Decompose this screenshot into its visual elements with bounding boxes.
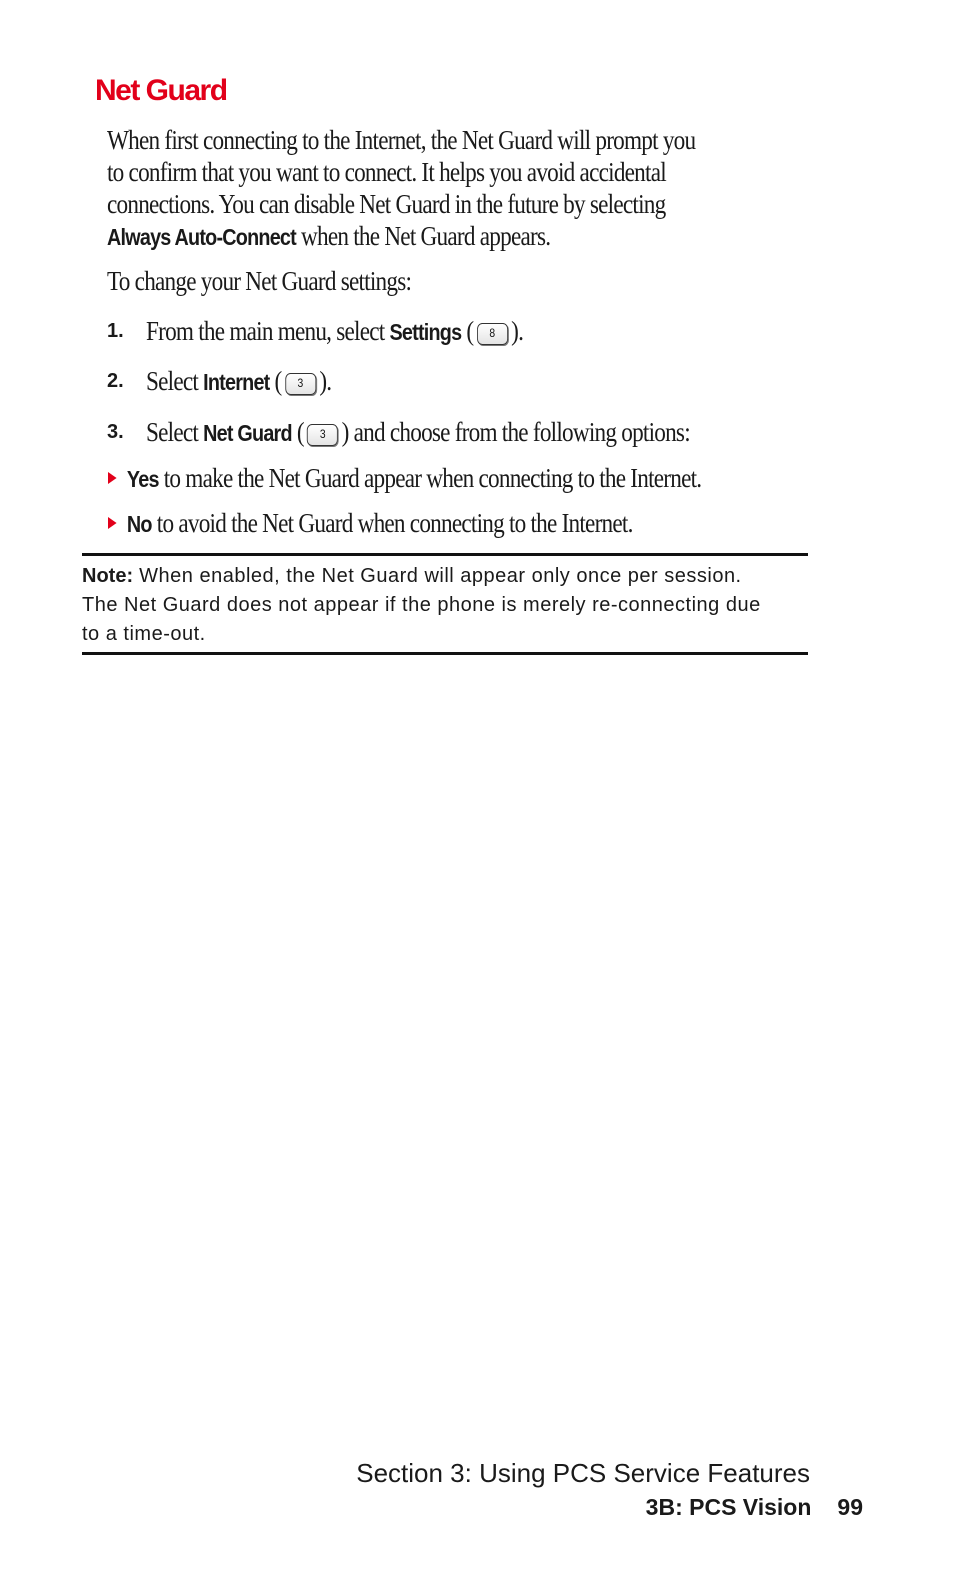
footer-section-title: Section 3: Using PCS Service Features: [356, 1458, 810, 1488]
intro-paragraph-line: Always Auto-Connect when the Net Guard appears.: [107, 221, 551, 251]
option-keyword: No: [126, 511, 152, 537]
option-no: No to avoid the Net Guard when connecting to the Internet.: [108, 508, 718, 539]
intro-paragraph-line: When first connecting to the Internet, the Net Guard will prompt you: [107, 125, 696, 155]
footer-chapter: [646, 1494, 863, 1521]
page-number: 99: [837, 1494, 863, 1520]
note-label: Note:: [82, 565, 134, 587]
note-line: The Net Guard does not appear if the phone is merely re-connecting due: [82, 594, 761, 616]
section-heading: Net Guard: [95, 74, 227, 107]
step-1-text: From the main menu, select Settings ( 8 ).: [146, 316, 524, 346]
step-number: 1.: [107, 320, 124, 342]
bullet-arrow-icon: [108, 517, 117, 529]
change-settings-text: To change your Net Guard settings:: [107, 266, 412, 296]
always-auto-connect-option: Always Auto-Connect: [107, 224, 296, 250]
step-2-text: Select Internet ( 3 ).: [146, 366, 332, 396]
note-top-rule: [82, 553, 808, 556]
key-3-icon: 3: [285, 373, 316, 395]
intro-paragraph-line: to confirm that you want to connect. It helps you avoid accidental: [107, 157, 666, 187]
note-line: to a time-out.: [82, 623, 206, 645]
note-box: [82, 562, 812, 649]
key-3-icon: 3: [307, 424, 338, 446]
key-8-icon: 8: [477, 323, 508, 345]
internet-menu-item: Internet: [203, 369, 270, 395]
option-keyword: Yes: [126, 466, 159, 492]
net-guard-menu-item: Net Guard: [203, 420, 292, 446]
note-bottom-rule: [82, 652, 808, 655]
settings-menu-item: Settings: [389, 319, 462, 345]
option-yes: Yes to make the Net Guard appear when connecting to the Internet.: [108, 463, 798, 494]
note-line: Note: When enabled, the Net Guard will appear only once per session.: [82, 565, 742, 587]
step-number: 2.: [107, 370, 124, 392]
footer-chapter-title: 3B: PCS Vision: [645, 1494, 812, 1520]
intro-paragraph-line: connections. You can disable Net Guard in the future by selecting: [107, 189, 666, 219]
step-3-text: Select Net Guard ( 3 ) and choose from the following options:: [146, 417, 690, 447]
step-number: 3.: [107, 421, 124, 443]
bullet-arrow-icon: [108, 472, 117, 484]
